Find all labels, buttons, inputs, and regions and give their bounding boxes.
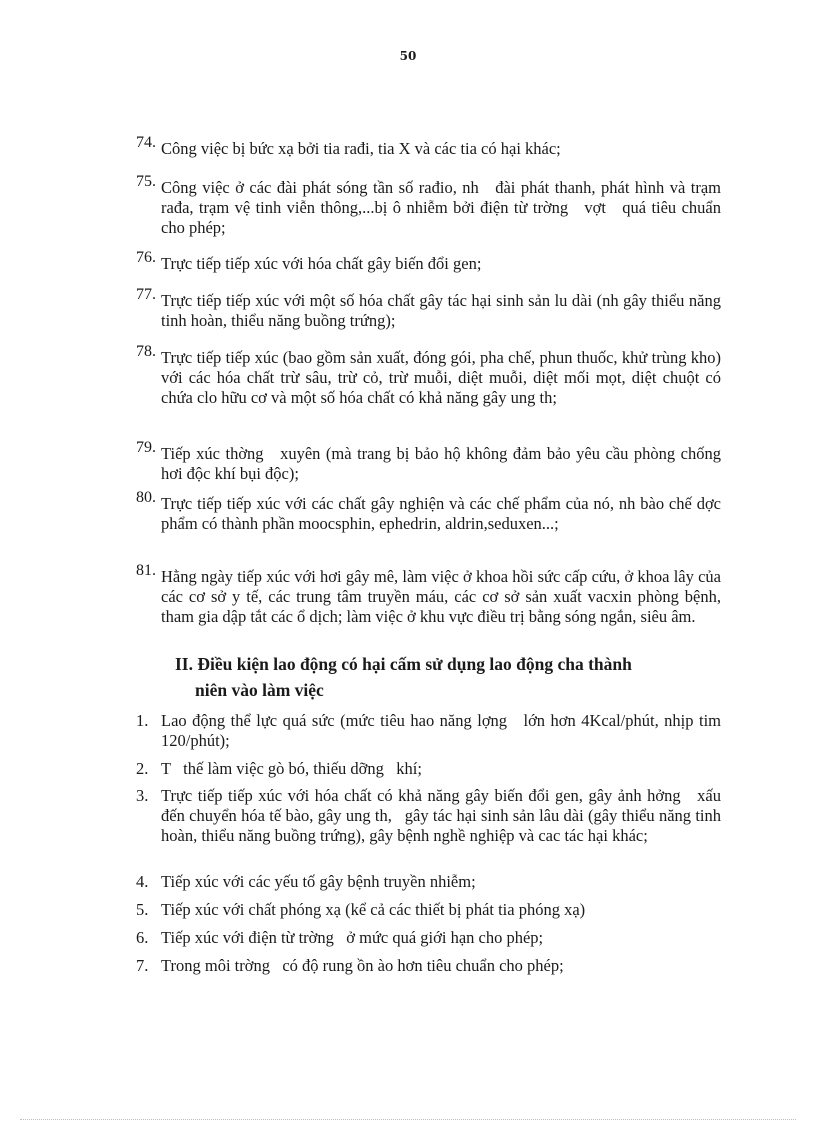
sub-list-item bbox=[136, 900, 721, 920]
list-item bbox=[136, 173, 726, 238]
item-text: Tiếp xúc thờng xuyên (mà trang bị bảo hộ không đảm bảo yêu cầu phòng chống hơi độc khí bụi độc); bbox=[161, 444, 726, 483]
item-number: 76. bbox=[136, 249, 156, 266]
item-text: Trực tiếp tiếp xúc với một số hóa chất gây tác hại sinh sản lu dài (nh gây thiểu năng tinh hoàn, thiểu năng buồng trứng); bbox=[161, 291, 726, 330]
bottom-divider bbox=[20, 1119, 796, 1120]
sub-item-number: 6. bbox=[136, 928, 149, 947]
sub-item-text: Tiếp xúc với chất phóng xạ (kể cả các thiết bị phát tia phóng xạ) bbox=[161, 900, 586, 919]
sub-item-text: Lao động thể lực quá sức (mức tiêu hao năng lợng lớn hơn 4Kcal/phút, nhịp tim 120/phút); bbox=[161, 711, 726, 750]
section-heading-line1: II. Điều kiện lao động có hại cấm sử dụng lao động cha thành bbox=[175, 654, 632, 674]
item-number: 75. bbox=[136, 173, 156, 190]
section-heading-line2: niên vào làm việc bbox=[195, 680, 324, 700]
list-item bbox=[136, 286, 726, 331]
list-item bbox=[136, 489, 726, 534]
item-number: 79. bbox=[136, 439, 156, 456]
sub-item-text: Tiếp xúc với điện từ trờng ở mức quá giới hạn cho phép; bbox=[161, 928, 544, 947]
item-text: Hằng ngày tiếp xúc với hơi gây mê, làm việc ở khoa hồi sức cấp cứu, ở khoa lây của các cơ sở y tế, các trung tâm truyền máu, các cơ sở sản xuất vacxin phòng bệnh, tham gia dập tắt các ổ dịch; làm việc ở khu vực điều trị bằng sóng ngắn, siêu âm. bbox=[161, 567, 726, 626]
sub-list-item bbox=[136, 711, 726, 751]
sub-item-text: Tiếp xúc với các yếu tố gây bệnh truyền nhiễm; bbox=[161, 872, 476, 891]
sub-item-number: 2. bbox=[136, 759, 149, 778]
item-text: Trực tiếp tiếp xúc với các chất gây nghiện và các chế phẩm của nó, nh bào chế dợc phẩm có thành phần moocsphin, ephedrin, aldrin,seduxen...; bbox=[161, 494, 726, 533]
list-item bbox=[136, 562, 726, 627]
sub-list-item bbox=[136, 928, 721, 948]
sub-item-text: Trong môi trờng có độ rung ồn ào hơn tiêu chuẩn cho phép; bbox=[161, 956, 564, 975]
sub-item-text: Trực tiếp tiếp xúc với hóa chất có khả năng gây biến đổi gen, gây ảnh hởng xấu đến chuyển hóa tế bào, gây ung th, gây tác hại sinh sản lâu dài (gây thiểu năng tinh hoàn, thiểu năng buồng trứng), gây bệnh nghề nghiệp và cac tác hại khác; bbox=[161, 786, 726, 845]
sub-list-item bbox=[136, 956, 721, 976]
list-item bbox=[136, 343, 726, 408]
item-text: Trực tiếp tiếp xúc (bao gồm sản xuất, đóng gói, pha chế, phun thuốc, khử trùng kho) với các hóa chất trừ sâu, trừ cỏ, trừ muỗi, diệt muỗi, diệt mối mọt, diệt chuột có chứa clo hữu cơ và một số hóa chất có khả năng gây ung th; bbox=[161, 348, 726, 407]
section-heading bbox=[175, 651, 730, 703]
item-number: 78. bbox=[136, 343, 156, 360]
item-number: 80. bbox=[136, 489, 156, 506]
item-number: 81. bbox=[136, 562, 156, 579]
list-item bbox=[136, 249, 721, 274]
sub-item-number: 5. bbox=[136, 900, 149, 919]
item-number: 77. bbox=[136, 286, 156, 303]
sub-item-number: 3. bbox=[136, 786, 149, 805]
item-number: 74. bbox=[136, 134, 156, 151]
page-number: 50 bbox=[399, 49, 417, 63]
item-text: Công việc ở các đài phát sóng tần số rađio, nh đài phát thanh, phát hình và trạm rađa, trạm vệ tinh viễn thông,...bị ô nhiễm bởi điện từ trờng vợt quá tiêu chuẩn cho phép; bbox=[161, 178, 726, 237]
sub-item-number: 1. bbox=[136, 711, 149, 730]
sub-item-number: 4. bbox=[136, 872, 149, 891]
sub-item-text: T thế làm việc gò bó, thiếu dỡng khí; bbox=[161, 759, 422, 778]
sub-list-item bbox=[136, 759, 721, 779]
sub-list-item bbox=[136, 786, 726, 846]
list-item bbox=[136, 134, 721, 159]
list-item bbox=[136, 439, 726, 484]
sub-list-item bbox=[136, 872, 721, 892]
item-text: Trực tiếp tiếp xúc với hóa chất gây biến đổi gen; bbox=[161, 254, 482, 273]
sub-item-number: 7. bbox=[136, 956, 149, 975]
item-text: Công việc bị bức xạ bởi tia rađi, tia X và các tia có hại khác; bbox=[161, 139, 561, 158]
